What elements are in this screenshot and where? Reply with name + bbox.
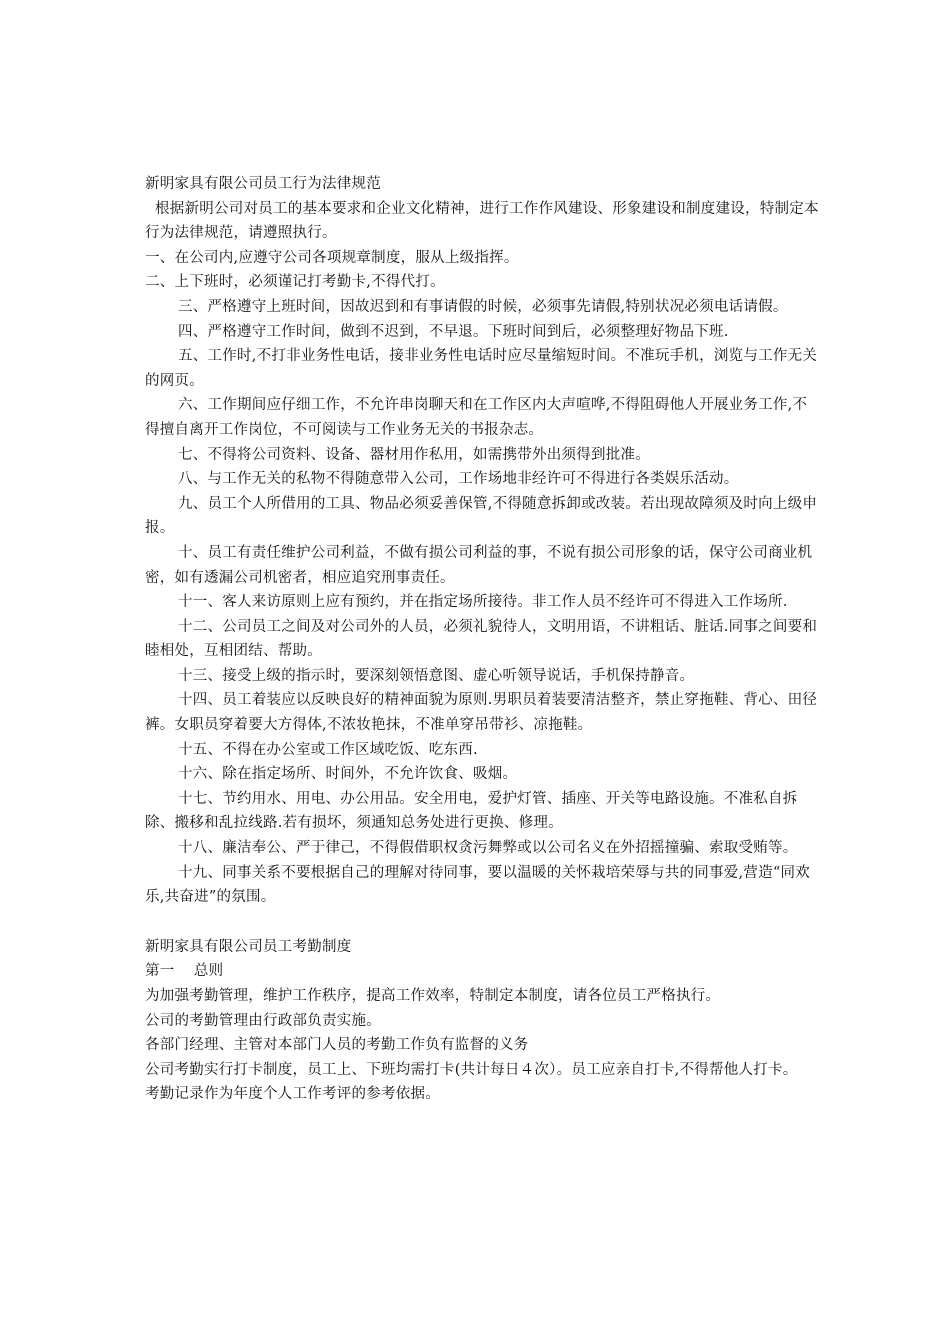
doc2-paragraph: 各部门经理、主管对本部门人员的考勤工作负有监督的义务 <box>145 1037 529 1054</box>
rule-8: 八、与工作无关的私物不得随意带入公司，工作场地非经许可不得进行各类娱乐活动。 <box>178 471 739 488</box>
rule-7: 七、不得将公司资料、设备、器材用作私用，如需携带外出须得到批准。 <box>178 446 650 463</box>
doc2-paragraph: 公司考勤实行打卡制度，员工上、下班均需打卡(共计每日４次）。员工应亲自打卡,不得帮他人打卡。 <box>145 1061 798 1078</box>
rule-13: 十三、接受上级的指示时，要深刻领悟意图、虚心听领导说话，手机保持静音。 <box>178 667 695 684</box>
rule-19: 十九、同事关系不要根据自己的理解对待同事，要以温暖的关怀栽培荣辱与共的同事爱,营造“同欢乐,共奋进”的氛围。 <box>145 864 811 906</box>
rule-15: 十五、不得在办公室或工作区域吃饭、吃东西. <box>178 741 478 758</box>
doc1-title: 新明家具有限公司员工行为法律规范 <box>145 176 381 192</box>
rule-12: 十二、公司员工之间及对公司外的人员，必须礼貌待人，文明用语，不讲粗话、脏话.同事之间要和睦相处，互相团结、帮助。 <box>145 618 818 660</box>
rule-9: 九、员工个人所借用的工具、物品必须妥善保管,不得随意拆卸或改装。若出现故障须及时向上级申报。 <box>145 495 818 537</box>
rule-16: 十六、除在指定场所、时间外，不允许饮食、吸烟。 <box>178 766 518 783</box>
doc1-intro: 根据新明公司对员工的基本要求和企业文化精神，进行工作作风建设、形象建设和制度建设，特制定本行为法律规范，请遵照执行。 <box>145 200 819 242</box>
rule-14: 十四、员工着装应以反映良好的精神面貌为原则.男职员着装要清洁整齐，禁止穿拖鞋、背心、田径裤。女职员穿着要大方得体,不浓妆艳抹，不准单穿吊带衫、凉拖鞋。 <box>145 692 818 734</box>
doc2-section-heading: 第一 总则 <box>145 963 224 980</box>
rule-18: 十八、廉洁奉公、严于律己，不得假借职权贪污舞弊或以公司名义在外招摇撞骗、索取受贿等。 <box>178 840 798 857</box>
rule-5: 五、工作时,不打非业务性电话，接非业务性电话时应尽量缩短时间。不准玩手机，浏览与工作无关的网页。 <box>145 348 818 389</box>
rule-1: 一、在公司内,应遵守公司各项规章制度，服从上级指挥。 <box>145 249 519 266</box>
section-gap <box>145 910 820 935</box>
rule-6: 六、工作期间应仔细工作，不允许串岗聊天和在工作区内大声喧哗,不得阻碍他人开展业务工作,不得擅自离开工作岗位，不可阅读与工作业务无关的书报杂志。 <box>145 397 808 438</box>
document-body <box>145 172 820 1107</box>
rule-10: 十、员工有责任维护公司利益，不做有损公司利益的事，不说有损公司形象的话，保守公司商业机密，如有透漏公司机密者，相应追究刑事责任。 <box>145 544 813 586</box>
doc2-paragraph: 考勤记录作为年度个人工作考评的参考依据。 <box>145 1086 440 1103</box>
doc2-paragraph: 公司的考勤管理由行政部负责实施。 <box>145 1012 381 1029</box>
rule-3: 三、严格遵守上班时间，因故迟到和有事请假的时候，必须事先请假,特别状况必须电话请假。 <box>178 298 788 315</box>
rule-11: 十一、客人来访原则上应有预约，并在指定场所接待。非工作人员不经许可不得进入工作场所. <box>178 594 788 611</box>
doc2-title: 新明家具有限公司员工考勤制度 <box>145 938 352 955</box>
rule-4: 四、严格遵守工作时间，做到不迟到，不早退。下班时间到后，必须整理好物品下班. <box>178 323 729 340</box>
doc2-paragraph: 为加强考勤管理，维护工作秩序，提高工作效率，特制定本制度，请各位员工严格执行。 <box>145 988 721 1004</box>
rule-2: 二、上下班时，必须谨记打考勤卡,不得代打。 <box>145 274 445 291</box>
rule-17: 十七、节约用水、用电、办公用品。安全用电，爱护灯管、插座、开关等电路设施。不准私自拆除、搬移和乱拉线路.若有损坏，须通知总务处进行更换、修理。 <box>145 790 798 832</box>
